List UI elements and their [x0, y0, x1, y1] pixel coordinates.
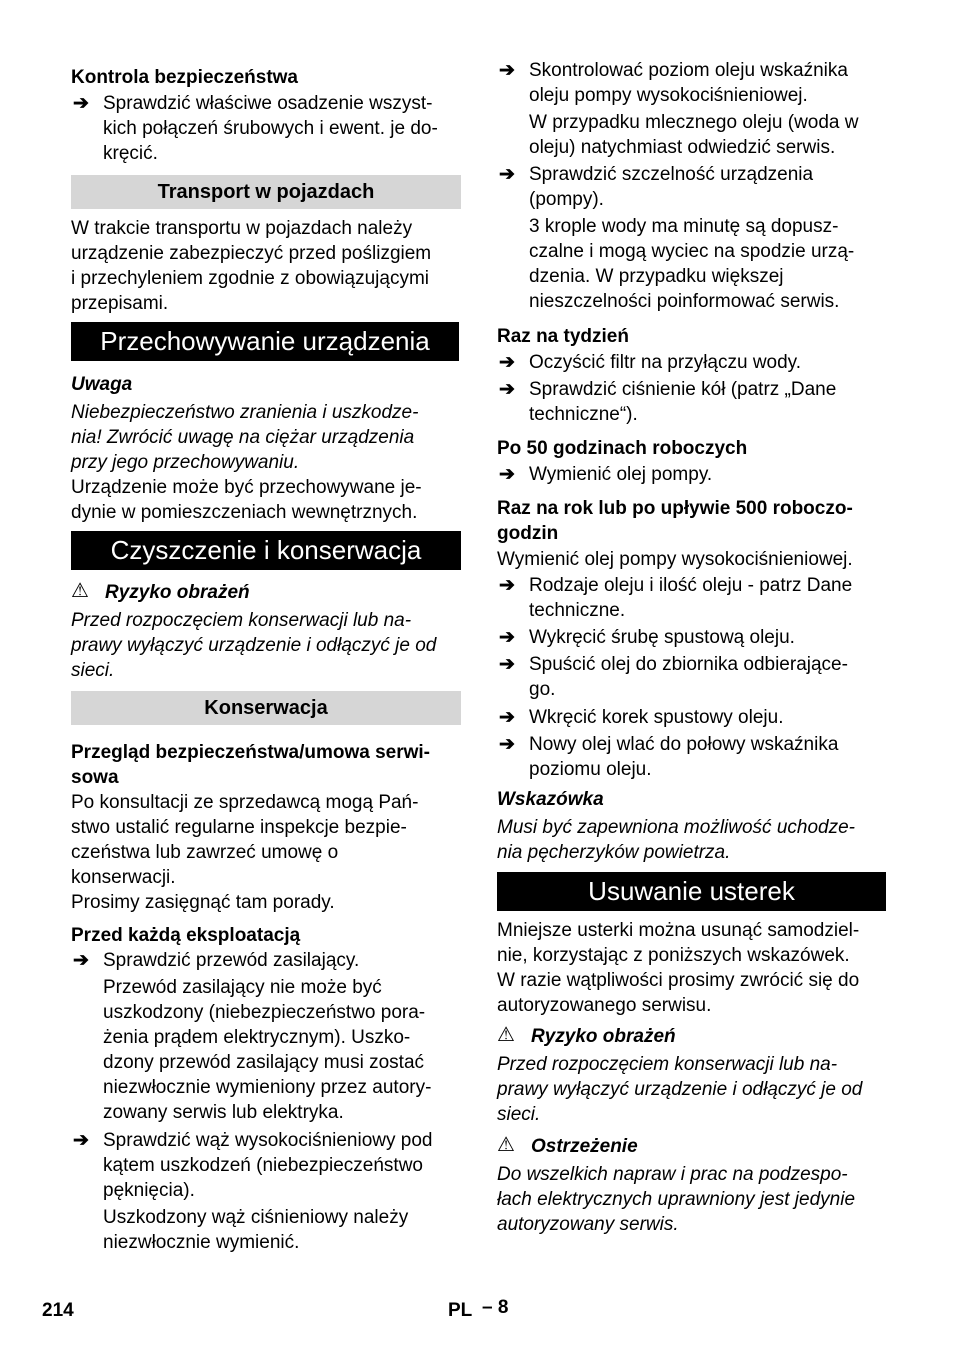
- rok-heading: godzin: [497, 523, 559, 544]
- przed-note: Uszkodzony wąż ciśnieniowy należy: [103, 1207, 409, 1228]
- przed-bullet: Sprawdzić przewód zasilający.: [103, 950, 360, 971]
- arrow-right-icon: ➔: [73, 950, 89, 971]
- przeglad-text: czeństwa lub zawrzeć umowę o: [71, 842, 339, 863]
- przed-note: uszkodzony (niebezpieczeństwo pora-: [103, 1002, 426, 1023]
- usuwanie-text: Mniejsze usterki można usunąć samodziel-: [497, 920, 860, 941]
- rok-heading: Raz na rok lub po upływie 500 roboczo-: [497, 498, 853, 519]
- note-text: 3 krople wody ma minutę są dopusz-: [529, 216, 839, 237]
- bullet-text: techniczne.: [529, 600, 626, 621]
- przed-note: żenia prądem elektrycznym). Uszko-: [103, 1027, 411, 1048]
- bullet-text: Sprawdzić ciśnienie kół (patrz „Dane: [529, 379, 837, 400]
- przed-bullet: Sprawdzić wąż wysokociśnieniowy pod: [103, 1130, 433, 1151]
- arrow-right-icon: ➔: [499, 575, 515, 596]
- ryzyko-text: sieci.: [71, 660, 115, 681]
- h50-heading: Po 50 godzinach roboczych: [497, 438, 748, 459]
- przeglad-text: konserwacji.: [71, 867, 176, 888]
- transport-text: i przechyleniem zgodnie z obowiązującymi: [71, 268, 430, 289]
- arrow-right-icon: ➔: [73, 1130, 89, 1151]
- storage-text: dynie w pomieszczeniach wewnętrznych.: [71, 502, 418, 523]
- language-code: PL: [448, 1300, 473, 1321]
- ryzyko-text: prawy wyłączyć urządzenie i odłączyć je od: [497, 1079, 863, 1100]
- wskazowka-text: Musi być zapewniona możliwość uchodze-: [497, 817, 855, 838]
- przed-note: Przewód zasilający nie może być: [103, 977, 382, 998]
- ryzyko-text: sieci.: [497, 1104, 541, 1125]
- przeglad-heading: sowa: [71, 767, 119, 788]
- bullet-text: oleju pompy wysokociśnieniowej.: [529, 85, 808, 106]
- rok-text: Wymienić olej pompy wysokociśnieniowej.: [497, 549, 853, 570]
- warning-triangle-icon: ⚠: [497, 1134, 515, 1156]
- arrow-right-icon: ➔: [499, 379, 515, 400]
- bullet-text: (pompy).: [529, 189, 604, 210]
- section-page-number: – 8: [482, 1297, 509, 1318]
- usuwanie-text: nie, korzystając z poniższych wskazówek.: [497, 945, 850, 966]
- arrow-right-icon: ➔: [499, 164, 515, 185]
- arrow-right-icon: ➔: [499, 707, 515, 728]
- kontrola-bullet: kręcić.: [103, 143, 158, 164]
- arrow-right-icon: ➔: [499, 464, 515, 485]
- page-number: 214: [42, 1300, 74, 1321]
- note-text: W przypadku mlecznego oleju (woda w: [529, 112, 859, 133]
- przed-note: niezwłocznie wymieniony przez autory-: [103, 1077, 432, 1098]
- arrow-right-icon: ➔: [73, 93, 89, 114]
- section-band-transport: Transport w pojazdach: [71, 175, 461, 209]
- uwaga-text: Niebezpieczeństwo zranienia i uszkodze-: [71, 402, 419, 423]
- chapter-heading-przechowywanie: Przechowywanie urządzenia: [71, 322, 459, 361]
- kontrola-bullet: Sprawdzić właściwe osadzenie wszyst-: [103, 93, 433, 114]
- kontrola-heading: Kontrola bezpieczeństwa: [71, 67, 298, 88]
- przed-note: zowany serwis lub elektryka.: [103, 1102, 344, 1123]
- bullet-text: Wymienić olej pompy.: [529, 464, 713, 485]
- tydzien-heading: Raz na tydzień: [497, 326, 629, 347]
- ryzyko-text: Przed rozpoczęciem konserwacji lub na-: [497, 1054, 838, 1075]
- usuwanie-text: autoryzowanego serwisu.: [497, 995, 712, 1016]
- wskazowka-text: nia pęcherzyków powietrza.: [497, 842, 731, 863]
- note-text: oleju) natychmiast odwiedzić serwis.: [529, 137, 836, 158]
- bullet-text: Skontrolować poziom oleju wskaźnika: [529, 60, 848, 81]
- ryzyko-text: Przed rozpoczęciem konserwacji lub na-: [71, 610, 412, 631]
- przed-note: dzony przewód zasilający musi zostać: [103, 1052, 425, 1073]
- ostrzezenie-text: Do wszelkich napraw i prac na podzespo-: [497, 1164, 848, 1185]
- ostrzezenie-text: autoryzowany serwis.: [497, 1214, 679, 1235]
- przed-bullet: pęknięcia).: [103, 1180, 195, 1201]
- przeglad-text: Prosimy zasięgnąć tam porady.: [71, 892, 335, 913]
- ryzyko-label: Ryzyko obrażeń: [531, 1026, 676, 1047]
- bullet-text: techniczne“).: [529, 404, 638, 425]
- bullet-text: go.: [529, 679, 556, 700]
- przeglad-text: stwo ustalić regularne inspekcje bezpie-: [71, 817, 407, 838]
- transport-text: W trakcie transportu w pojazdach należy: [71, 218, 413, 239]
- note-text: czalne i mogą wyciec na spodzie urzą-: [529, 241, 855, 262]
- arrow-right-icon: ➔: [499, 627, 515, 648]
- chapter-heading-usuwanie: Usuwanie usterek: [497, 872, 886, 911]
- przeglad-heading: Przegląd bezpieczeństwa/umowa serwi-: [71, 742, 430, 763]
- uwaga-text: nia! Zwrócić uwagę na ciężar urządzenia: [71, 427, 415, 448]
- transport-text: przepisami.: [71, 293, 169, 314]
- usuwanie-text: W razie wątpliwości prosimy zwrócić się do: [497, 970, 860, 991]
- chapter-heading-czyszczenie: Czyszczenie i konserwacja: [71, 531, 461, 570]
- section-band-konserwacja: Konserwacja: [71, 691, 461, 725]
- bullet-text: Oczyścić filtr na przyłączu wody.: [529, 352, 802, 373]
- warning-triangle-icon: ⚠: [71, 580, 89, 602]
- ryzyko-label: Ryzyko obrażeń: [105, 582, 250, 603]
- przeglad-text: Po konsultacji ze sprzedawcą mogą Pań-: [71, 792, 419, 813]
- note-text: nieszczelności poinformować serwis.: [529, 291, 840, 312]
- bullet-text: Wykręcić śrubę spustową oleju.: [529, 627, 795, 648]
- note-text: dzenia. W przypadku większej: [529, 266, 784, 287]
- uwaga-text: przy jego przechowywaniu.: [71, 452, 300, 473]
- wskazowka-label: Wskazówka: [497, 789, 604, 810]
- uwaga-label: Uwaga: [71, 374, 133, 395]
- ostrzezenie-label: Ostrzeżenie: [531, 1136, 638, 1157]
- transport-text: urządzenie zabezpieczyć przed poślizgiem: [71, 243, 432, 264]
- bullet-text: poziomu oleju.: [529, 759, 652, 780]
- arrow-right-icon: ➔: [499, 60, 515, 81]
- przed-heading: Przed każdą eksploatacją: [71, 925, 301, 946]
- ostrzezenie-text: łach elektrycznych uprawniony jest jedynie: [497, 1189, 856, 1210]
- bullet-text: Wkręcić korek spustowy oleju.: [529, 707, 784, 728]
- arrow-right-icon: ➔: [499, 734, 515, 755]
- przed-bullet: kątem uszkodzeń (niebezpieczeństwo: [103, 1155, 424, 1176]
- storage-text: Urządzenie może być przechowywane je-: [71, 477, 422, 498]
- bullet-text: Rodzaje oleju i ilość oleju - patrz Dane: [529, 575, 853, 596]
- kontrola-bullet: kich połączeń śrubowych i ewent. je do-: [103, 118, 438, 139]
- warning-triangle-icon: ⚠: [497, 1024, 515, 1046]
- bullet-text: Spuścić olej do zbiornika odbierające-: [529, 654, 848, 675]
- ryzyko-text: prawy wyłączyć urządzenie i odłączyć je od: [71, 635, 437, 656]
- bullet-text: Sprawdzić szczelność urządzenia: [529, 164, 814, 185]
- bullet-text: Nowy olej wlać do połowy wskaźnika: [529, 734, 839, 755]
- przed-note: niezwłocznie wymienić.: [103, 1232, 300, 1253]
- arrow-right-icon: ➔: [499, 352, 515, 373]
- arrow-right-icon: ➔: [499, 654, 515, 675]
